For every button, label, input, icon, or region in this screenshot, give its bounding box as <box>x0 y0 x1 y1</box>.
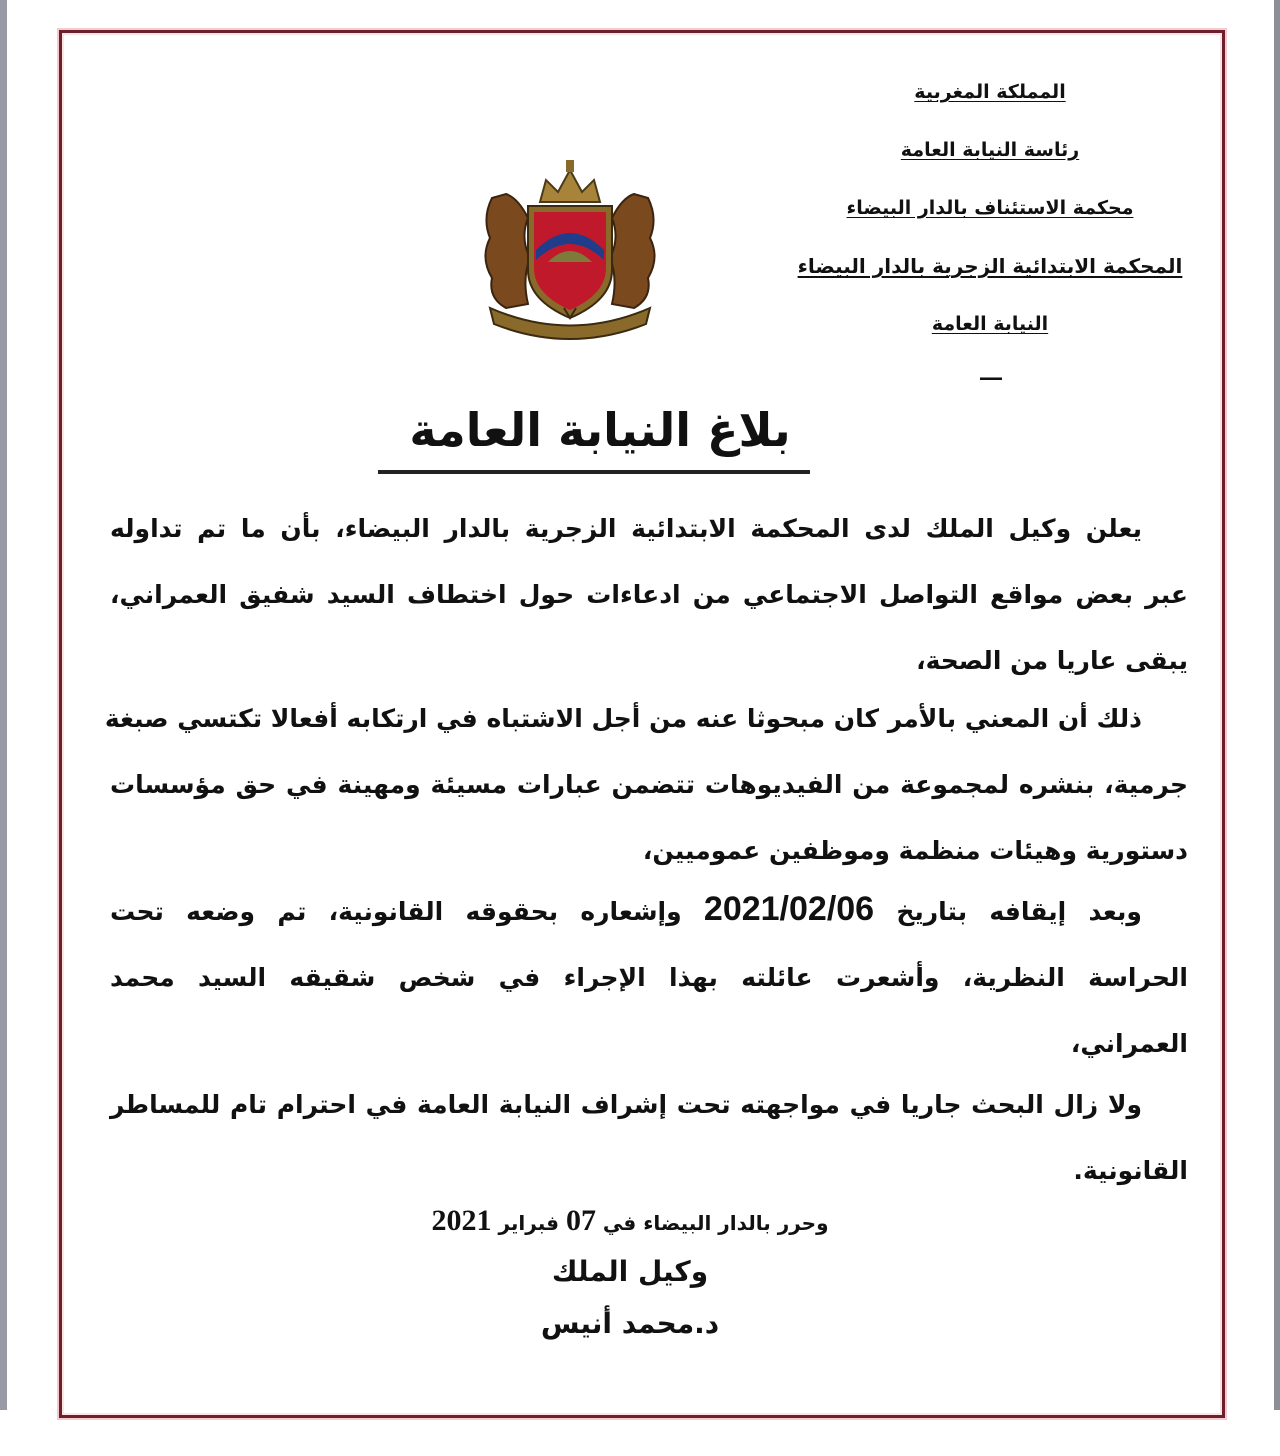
paragraph-line: ذلك أن المعني بالأمر كان مبحوثا عنه من أجل الاشتباه في ارتكابه أفعالا تكتسي صبغة <box>104 704 1142 733</box>
letterhead-kingdom: المملكة المغربية <box>914 81 1066 103</box>
window-edge-left <box>0 0 7 1410</box>
paragraph-line: العمراني، <box>1070 1029 1188 1058</box>
letterhead-appeal-court: محكمة الاستئناف بالدار البيضاء <box>846 197 1134 219</box>
paragraph-line: عبر بعض مواقع التواصل الاجتماعي من ادعاءات حول اختطاف السيد شفيق العمراني، <box>110 580 1188 609</box>
signature-place: وحرر بالدار البيضاء في <box>602 1211 829 1235</box>
morocco-coat-of-arms-icon <box>470 158 670 344</box>
paragraph-line: القانونية. <box>1073 1156 1188 1185</box>
paragraph-line: الحراسة النظرية، وأشعرت عائلته بهذا الإجراء في شخص شقيقه السيد محمد <box>110 963 1188 992</box>
signature-month: فبراير <box>498 1211 559 1235</box>
paragraph-text: وبعد إيقافه بتاريخ <box>896 897 1142 926</box>
paragraph-1 <box>110 496 1188 694</box>
window-edge-right <box>1274 0 1280 1410</box>
paragraph-line-with-date <box>110 876 1188 945</box>
signature-block <box>400 1200 860 1348</box>
signature-name: د.محمد أنيس <box>540 1307 720 1340</box>
paragraph-line: يعلن وكيل الملك لدى المحكمة الابتدائية الزجرية بالدار البيضاء، بأن ما تم تداوله <box>110 514 1142 543</box>
letterhead-first-instance-court: المحكمة الابتدائية الزجرية بالدار البيضاء <box>797 254 1183 278</box>
letterhead <box>780 81 1200 389</box>
paragraph-2 <box>104 686 1188 884</box>
signature-day: 07 <box>565 1204 596 1237</box>
page-title: بلاغ النيابة العامة <box>409 403 791 457</box>
paragraph-line: دستورية وهيئات منظمة وموظفين عموميين، <box>642 836 1188 865</box>
letterhead-separator: ---- <box>979 368 1001 389</box>
paragraph-line: ولا زال البحث جاريا في مواجهته تحت إشراف النيابة العامة في احترام تام للمساطر <box>110 1090 1142 1119</box>
paragraph-4 <box>110 1072 1188 1204</box>
title-underline <box>378 470 810 474</box>
paragraph-3 <box>110 876 1188 1077</box>
letterhead-public-prosecution: النيابة العامة <box>931 313 1049 335</box>
arrest-date: 2021/02/06 <box>703 890 875 928</box>
paragraph-text: وإشعاره بحقوقه القانونية، تم وضعه تحت <box>110 897 682 926</box>
signature-year: 2021 <box>431 1204 492 1237</box>
paragraph-line: جرمية، بنشره لمجموعة من الفيديوهات تتضمن عبارات مسيئة ومهينة في حق مؤسسات <box>110 770 1188 799</box>
signature-title: وكيل الملك <box>551 1255 709 1288</box>
signature-place-date <box>400 1200 860 1244</box>
letterhead-presidency: رئاسة النيابة العامة <box>900 139 1080 161</box>
paragraph-line: يبقى عاريا من الصحة، <box>916 646 1188 675</box>
